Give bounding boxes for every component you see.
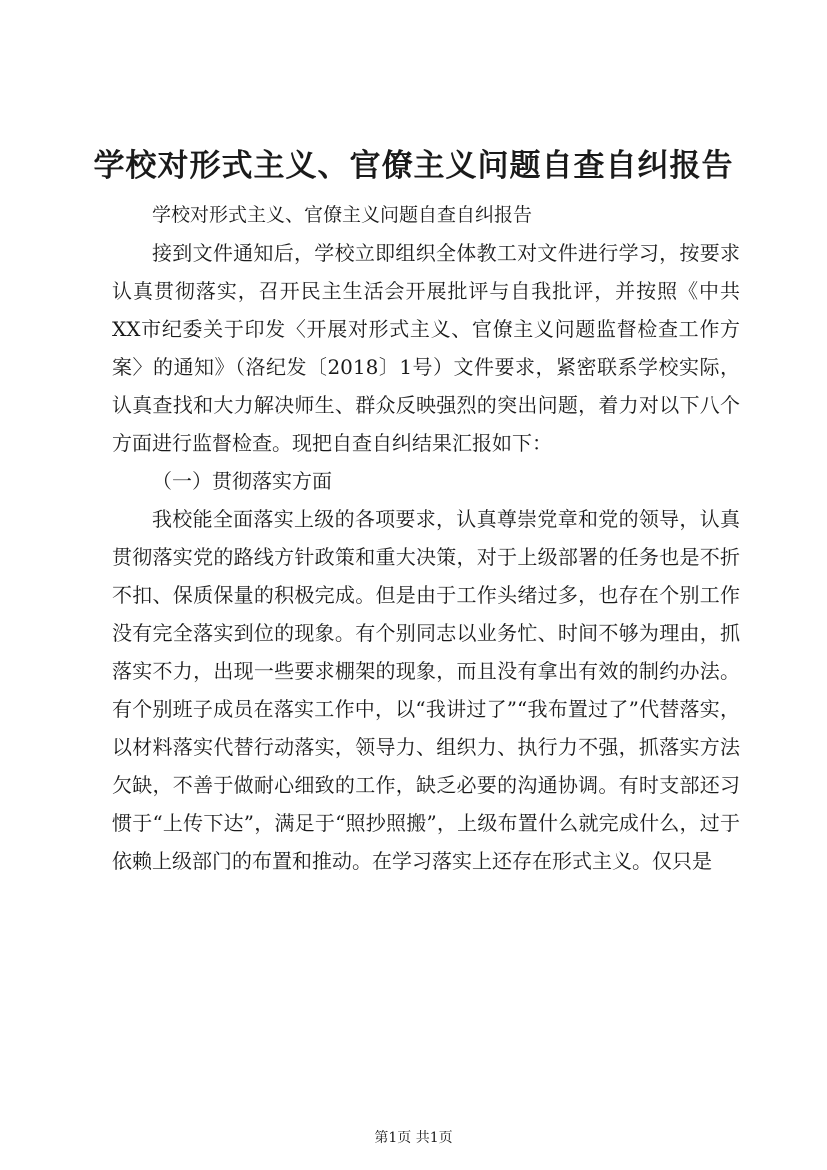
document-body [112, 196, 740, 880]
section-heading: （一）贯彻落实方面 [152, 469, 332, 493]
subtitle-paragraph: 学校对形式主义、官僚主义问题自查自纠报告 [152, 204, 533, 226]
intro-paragraph: 接到文件通知后，学校立即组织全体教工对文件进行学习，按要求认真贯彻落实，召开民主生活会开展批评与自我批评，并按照《中共XX市纪委关于印发〈开展对形式主义、官僚主义问题监督检查工作方案〉的通知》（洛纪发〔2018〕1号）文件要求，紧密联系学校实际，认真查找和大力解决师生、群众反映强烈的突出问题，着力对以下八个方面进行监督检查。现把自查自纠结果汇报如下： [112, 241, 740, 455]
document-title: 学校对形式主义、官僚主义问题自查自纠报告 [93, 148, 734, 184]
page-footer: 第1页 共1页 [374, 1130, 453, 1146]
body-paragraph: 我校能全面落实上级的各项要求，认真尊崇党章和党的领导，认真贯彻落实党的路线方针政策和重大决策，对于上级部署的任务也是不折不扣、保质保量的积极完成。但是由于工作头绪过多，也存在个别工作没有完全落实到位的现象。有个别同志以业务忙、时间不够为理由，抓落实不力，出现一些要求棚架的现象，而且没有拿出有效的制约办法。有个别班子成员在落实工作中，以“我讲过了”“我布置过了”代替落实，以材料落实代替行动落实，领导力、组织力、执行力不强，抓落实方法欠缺，不善于做耐心细致的工作，缺乏必要的沟通协调。有时支部还习惯于“上传下达”，满足于“照抄照搬”，上级布置什么就完成什么，过于依赖上级部门的布置和推动。在学习落实上还存在形式主义。仅只是 [112, 507, 740, 873]
